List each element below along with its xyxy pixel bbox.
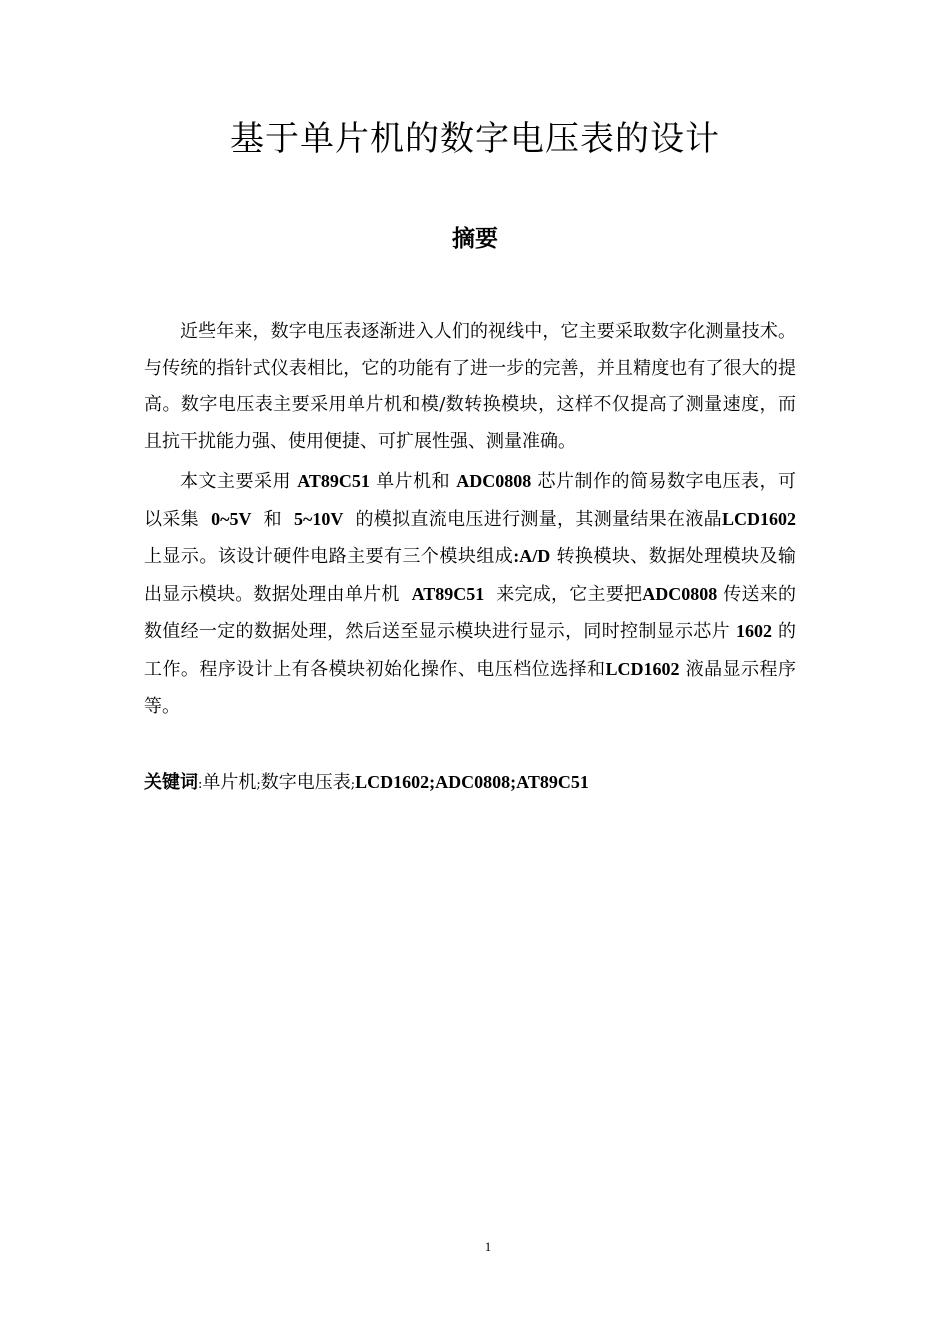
term-ad: :A/D bbox=[513, 546, 551, 567]
keywords-line bbox=[144, 766, 796, 801]
text-run: 上显示。该设计硬件电路主要有三个模块组成 bbox=[144, 546, 514, 568]
text-run: 单片机和 bbox=[376, 471, 451, 492]
term-lcd: LCD1602 bbox=[605, 658, 680, 679]
text-run: 传送来的数值经一定的数据处理，然后送至显示模块进行显示，同时控制显示芯片 bbox=[144, 583, 797, 643]
text-run: 本文主要采用 bbox=[180, 471, 291, 492]
keywords-separator: ; bbox=[256, 777, 261, 792]
paragraph-text: 近些年来，数字电压表逐渐进入人们的视线中，它主要采取数字化测量技术。与传统的指针式仪表相比，它的功能有了进一步的完善，并且精度也有了很大的提高。数字电压表主要采用单片机和模/数转换模块，这样不仅提高了测量速度，而且抗干扰能力强、使用便捷、可扩展性强、测量准确。 bbox=[144, 321, 796, 452]
text-run: 的模拟直流电压进行测量，其测量结果在液晶 bbox=[355, 508, 722, 530]
page-number: 1 bbox=[484, 1239, 492, 1254]
text-run: 和 bbox=[263, 508, 282, 530]
term-mcu: AT89C51 bbox=[297, 471, 370, 491]
abstract-paragraph-1 bbox=[144, 314, 796, 460]
text-run: 液晶显示程序等。 bbox=[144, 658, 797, 717]
term-adc: ADC0808 bbox=[456, 471, 532, 491]
keyword: LCD1602;ADC0808;AT89C51 bbox=[355, 772, 589, 792]
keywords-label: 关键词 bbox=[144, 772, 198, 793]
text-run: 的工作。程序设计上有各模块初始化操作、电压档位选择和 bbox=[144, 621, 797, 680]
paragraph-text bbox=[144, 463, 796, 725]
keywords-separator: ; bbox=[350, 777, 356, 792]
term-range-low: 0~5V bbox=[211, 508, 252, 529]
term-range-high: 5~10V bbox=[294, 508, 344, 529]
term-chip: 1602 bbox=[735, 621, 772, 642]
term-adc: ADC0808 bbox=[642, 583, 718, 604]
abstract-paragraph-2 bbox=[144, 463, 796, 725]
term-lcd: LCD1602 bbox=[722, 508, 797, 529]
text-run: 芯片制作的简易数字电压表，可以采集 bbox=[144, 471, 796, 530]
document-title: 基于单片机的数字电压表的设计 bbox=[230, 119, 720, 159]
keywords-separator: : bbox=[198, 777, 203, 792]
text-run: 来完成，它主要把 bbox=[496, 583, 643, 605]
keyword: 单片机 bbox=[202, 772, 257, 793]
term-mcu: AT89C51 bbox=[411, 583, 485, 604]
text-run: 转换模块、数据处理模块及输出显示模块。数据处理由单片机 bbox=[144, 546, 796, 605]
abstract-heading: 摘要 bbox=[452, 226, 498, 252]
keyword: 数字电压表 bbox=[260, 772, 351, 793]
